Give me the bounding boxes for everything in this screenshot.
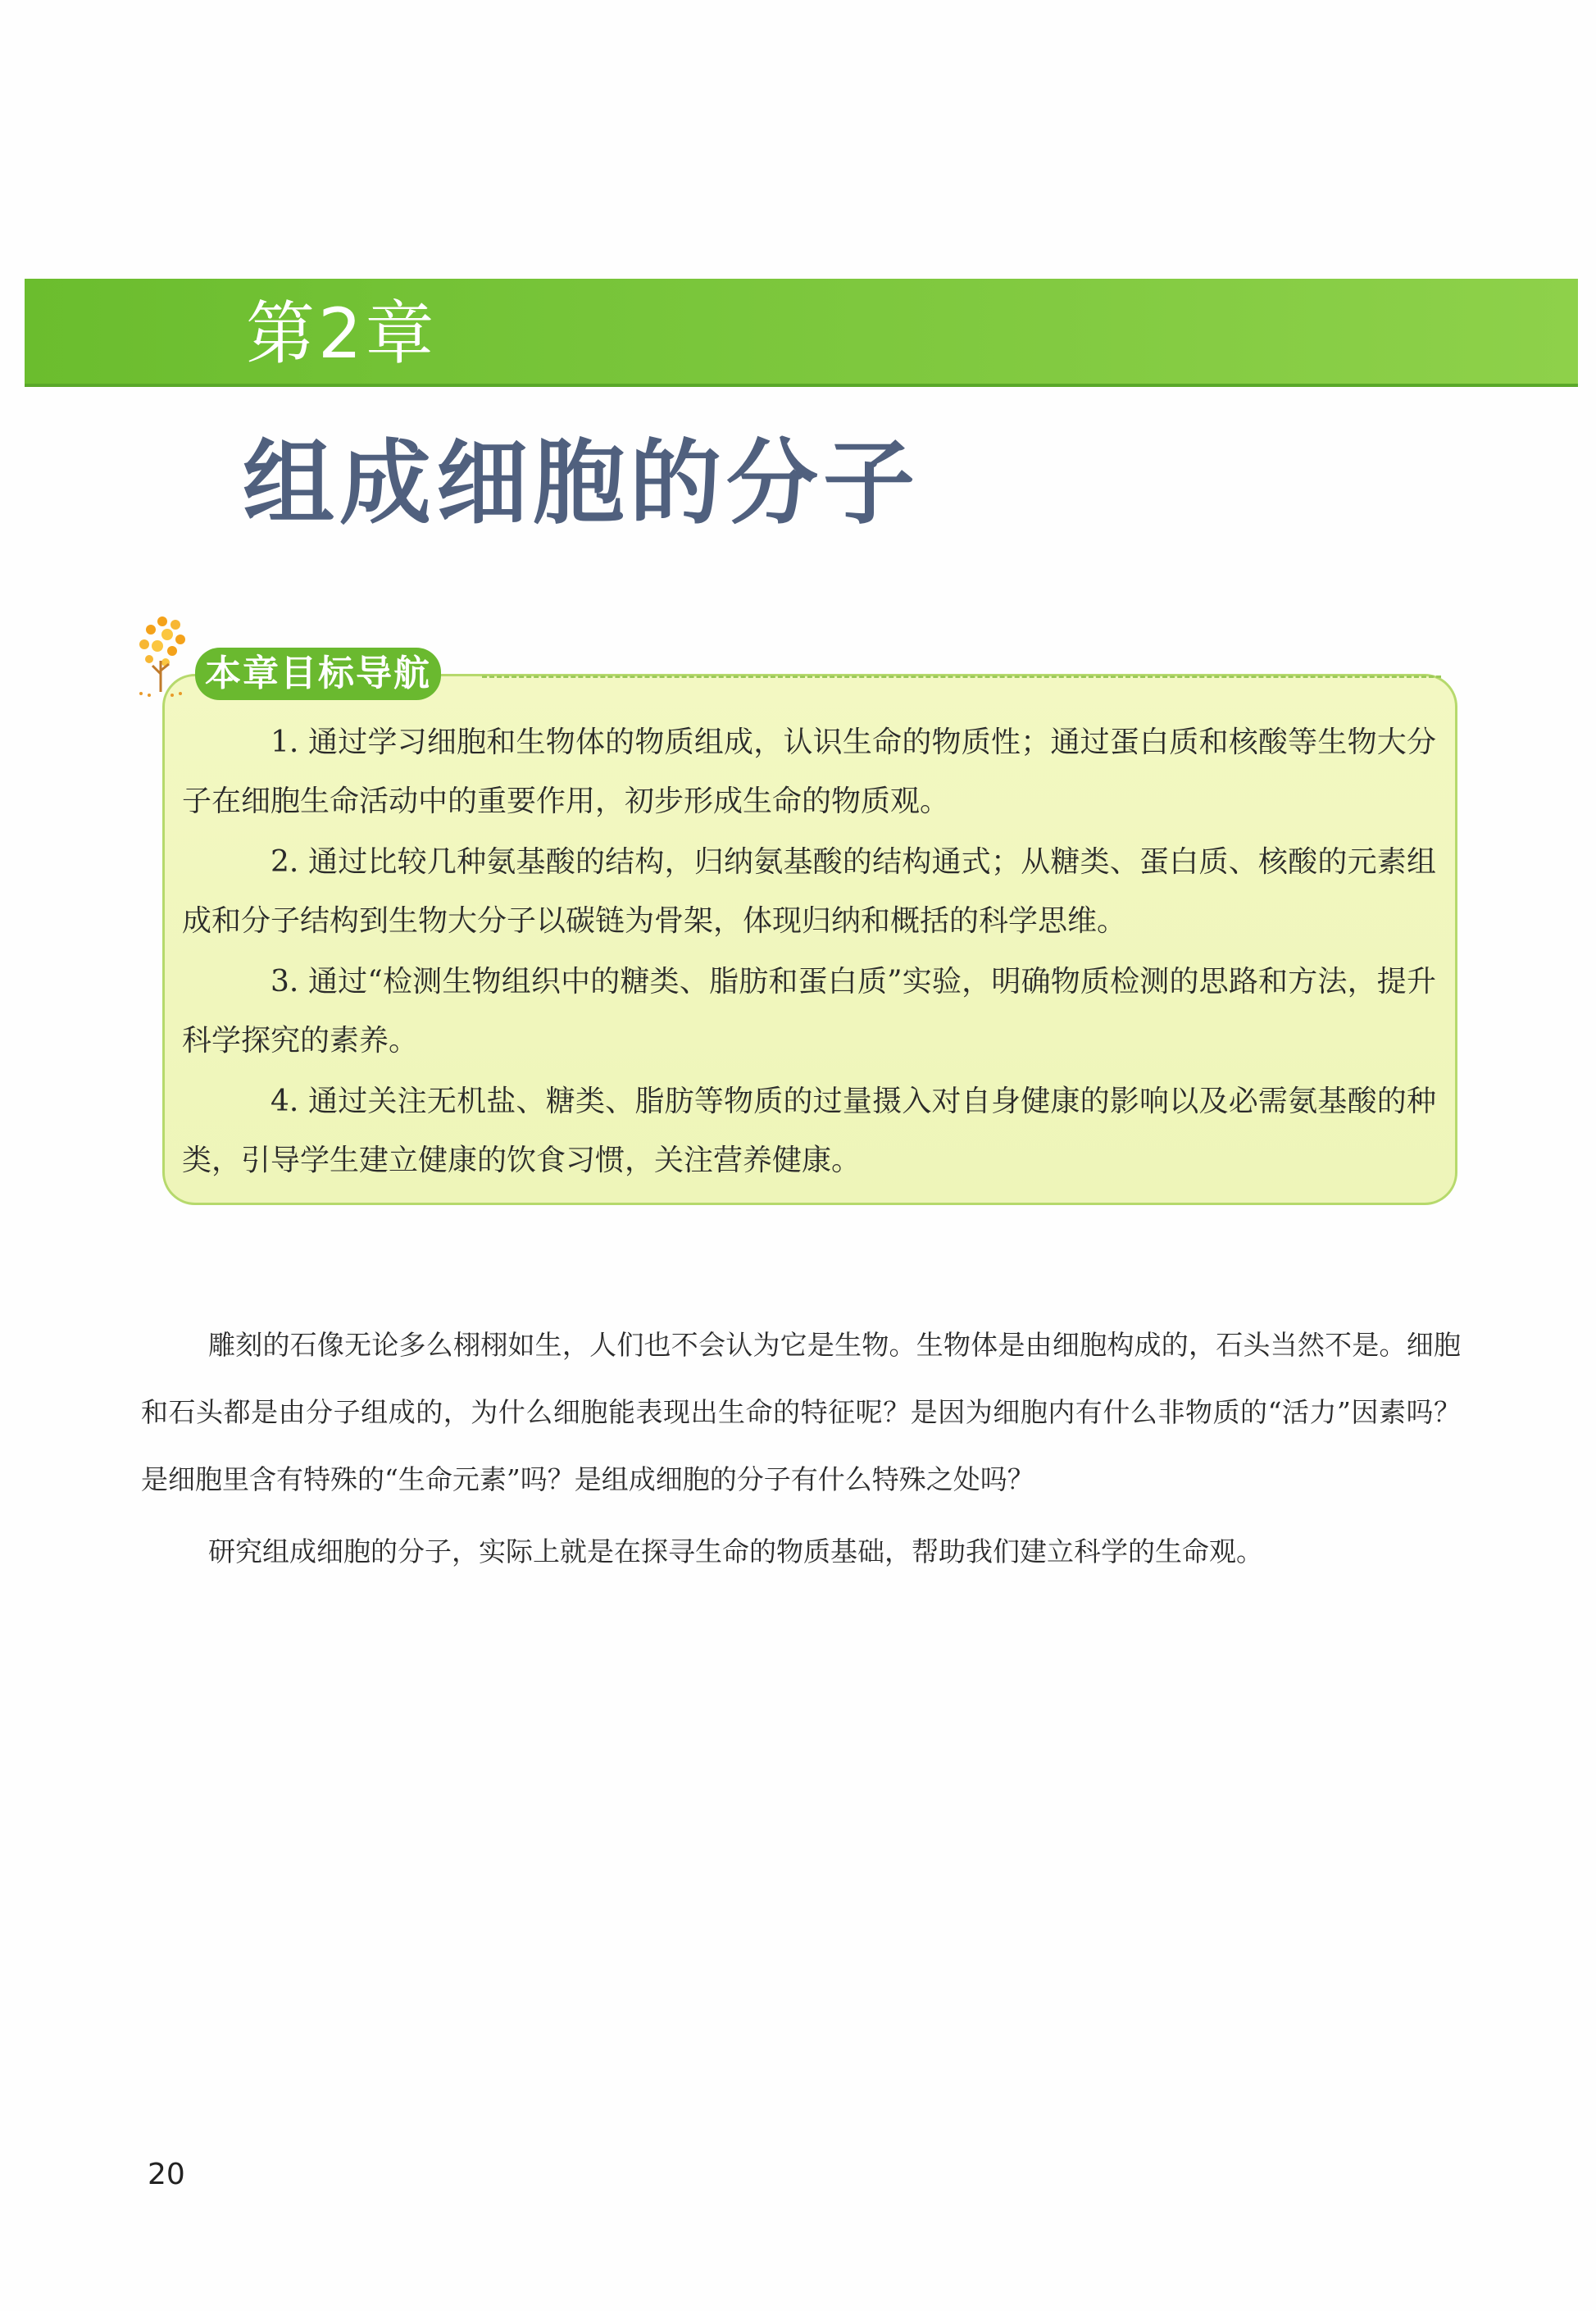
body-paragraph: 雕刻的石像无论多么栩栩如生，人们也不会认为它是生物。生物体是由细胞构成的，石头当然不是。细胞和石头都是由分子组成的，为什么细胞能表现出生命的特征呢？是因为细胞内有什么非物质的“活力”因素吗？是细胞里含有特殊的“生命元素”吗？是组成细胞的分子有什么特殊之处吗？ (141, 1329, 1461, 1495)
goal-item: 3. 通过“检测生物组织中的糖类、脂肪和蛋白质”实验，明确物质检测的思路和方法，提升科学探究的素养。 (182, 965, 1436, 1058)
chapter-label: 第2章 (246, 293, 438, 374)
goal-item: 2. 通过比较几种氨基酸的结构，归纳氨基酸的结构通式；从糖类、蛋白质、核酸的元素组成和分子结构到生物大分子以碳链为骨架，体现归纳和概括的科学思维。 (182, 845, 1436, 938)
goal-item: 1. 通过学习细胞和生物体的物质组成，认识生命的物质性；通过蛋白质和核酸等生物大分子在细胞生命活动中的重要作用，初步形成生命的物质观。 (182, 726, 1436, 818)
goals-heading-rule (482, 676, 1441, 678)
goal-item: 4. 通过关注无机盐、糖类、脂肪等物质的过量摄入对自身健康的影响以及必需氨基酸的种类，引导学生建立健康的饮食习惯，关注营养健康。 (182, 1085, 1436, 1177)
goals-list (182, 713, 1436, 1192)
body-paragraph: 研究组成细胞的分子，实际上就是在探寻生命的物质基础，帮助我们建立科学的生命观。 (208, 1535, 1263, 1567)
page-number: 20 (148, 2158, 185, 2191)
body-text (141, 1312, 1461, 1585)
tree-icon (130, 613, 203, 703)
goals-heading: 本章目标导航 (195, 648, 441, 700)
chapter-title: 组成细胞的分子 (243, 430, 920, 537)
